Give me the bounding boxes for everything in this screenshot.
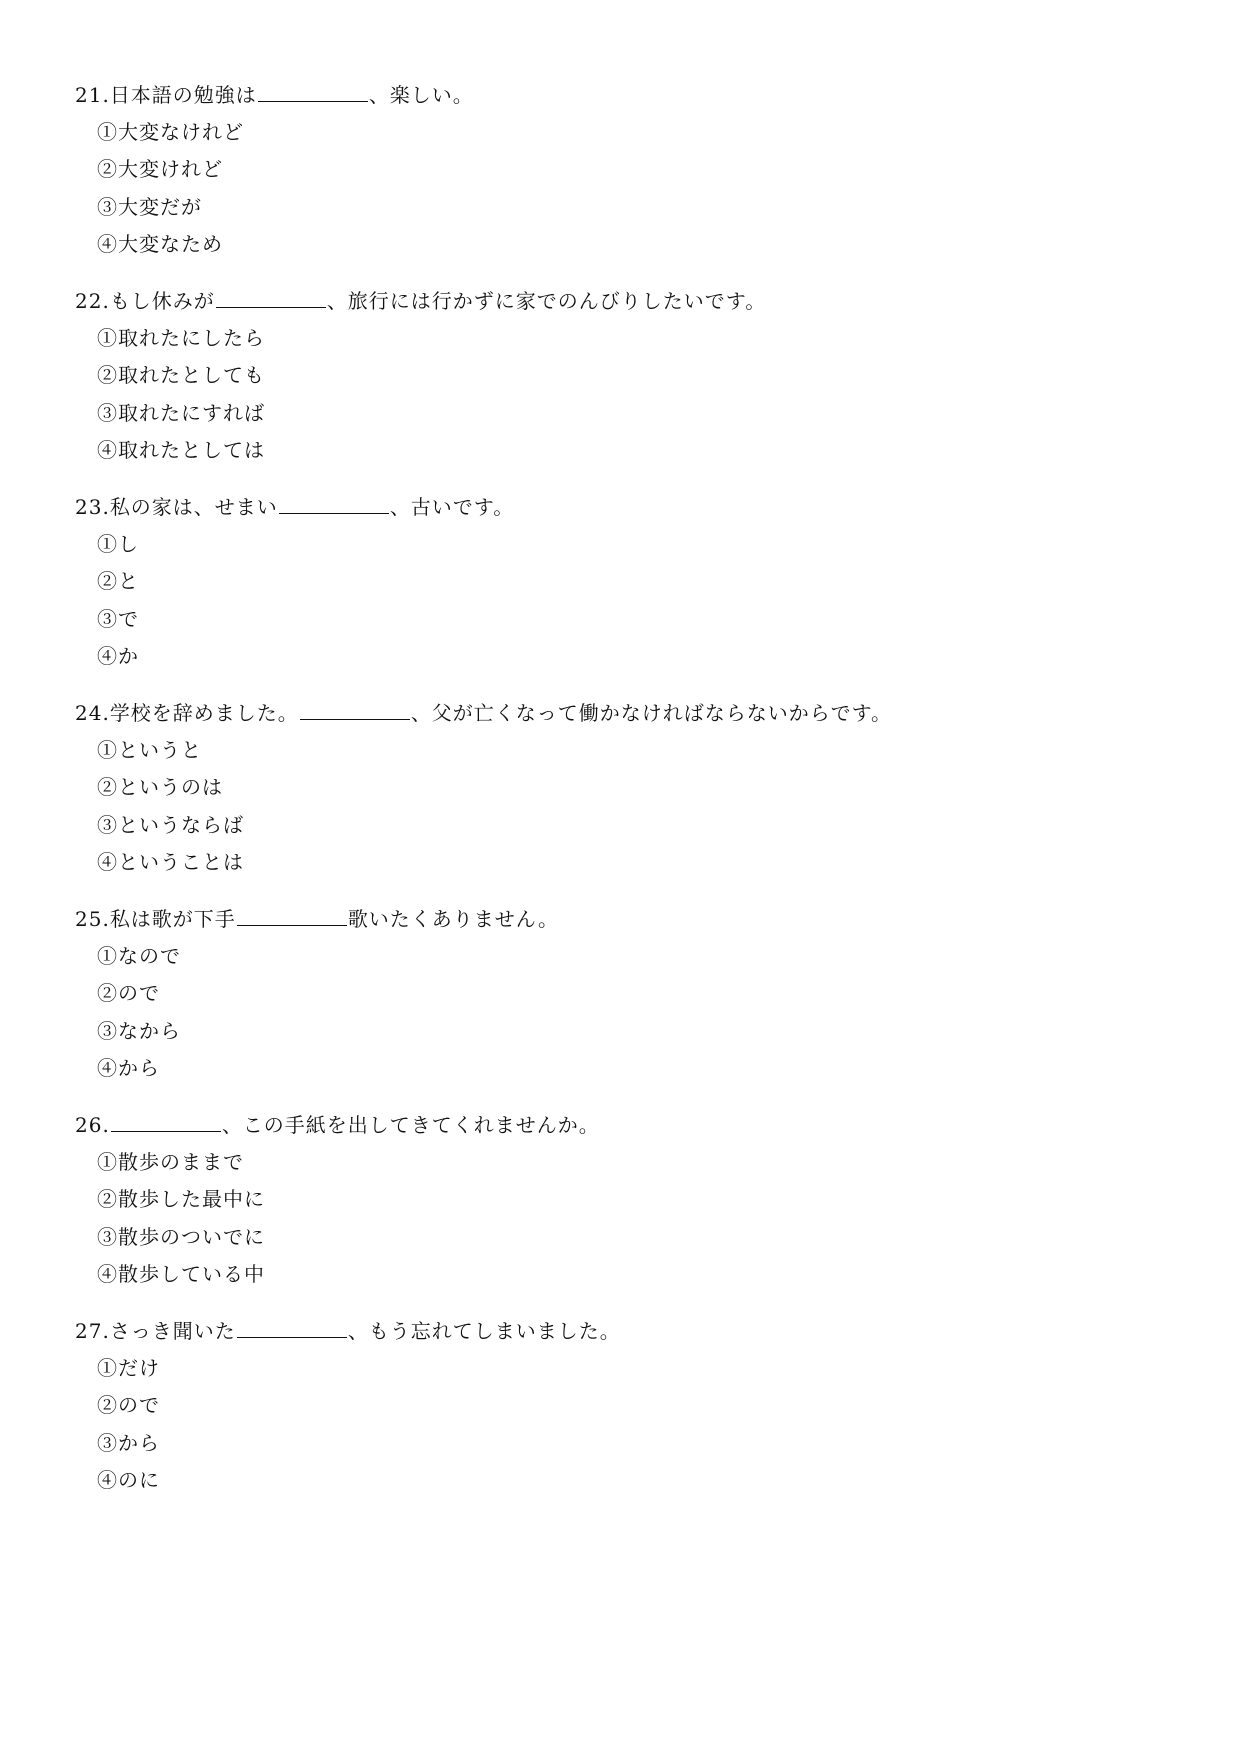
question-23 [75, 493, 1175, 669]
option-1[interactable]: ①取れたにしたら [97, 325, 265, 350]
question-25 [75, 905, 1175, 1081]
option-2[interactable]: ②と [97, 569, 139, 593]
stem-before: 私の家は、せまい [109, 495, 278, 519]
option-2[interactable]: ②取れたとしても [97, 363, 265, 387]
stem-after: 、旅行には行かずに家でのんびりしたいです。 [326, 289, 767, 313]
answer-blank[interactable] [279, 493, 389, 514]
option-3[interactable]: ③取れたにすれば [97, 400, 265, 425]
option-2[interactable]: ②大変けれど [97, 157, 223, 181]
stem-before: 学校を辞めました。 [109, 701, 299, 725]
option-4[interactable]: ④大変なため [97, 232, 223, 256]
option-1[interactable]: ①大変なけれど [97, 119, 244, 144]
stem-before: 日本語の勉強は [109, 83, 257, 107]
answer-blank[interactable] [258, 81, 368, 102]
question-22 [75, 287, 1175, 463]
option-3[interactable]: ③で [97, 606, 139, 631]
option-1[interactable]: ①なので [97, 943, 181, 968]
question-number: 23. [75, 495, 110, 519]
stem-after: 、もう忘れてしまいました。 [347, 1319, 621, 1343]
question-stem [75, 81, 1175, 107]
option-3[interactable]: ③散歩のついでに [97, 1224, 265, 1249]
option-2[interactable]: ②散歩した最中に [97, 1187, 265, 1211]
stem-after: 、楽しい。 [368, 83, 474, 107]
stem-before: さっき聞いた [109, 1319, 236, 1343]
answer-blank[interactable] [111, 1111, 221, 1132]
stem-after: 、父が亡くなって働かなければならないからです。 [410, 701, 893, 725]
question-number: 27. [75, 1319, 110, 1343]
question-number: 26. [75, 1113, 110, 1137]
answer-blank[interactable] [237, 905, 347, 926]
question-21 [75, 81, 1175, 257]
question-number: 24. [75, 701, 110, 725]
option-2[interactable]: ②ので [97, 1393, 160, 1417]
option-3[interactable]: ③というならば [97, 812, 244, 837]
question-24 [75, 699, 1175, 875]
question-stem [75, 699, 1175, 725]
option-4[interactable]: ④のに [97, 1468, 160, 1492]
option-3[interactable]: ③なから [97, 1018, 181, 1043]
question-number: 21. [75, 83, 110, 107]
option-4[interactable]: ④から [97, 1056, 160, 1080]
answer-blank[interactable] [300, 699, 410, 720]
answer-blank[interactable] [216, 287, 326, 308]
option-1[interactable]: ①し [97, 531, 139, 556]
option-3[interactable]: ③大変だが [97, 194, 202, 219]
stem-before: もし休みが [109, 289, 215, 313]
option-4[interactable]: ④ということは [97, 850, 244, 874]
question-stem [75, 287, 1175, 313]
question-number: 22. [75, 289, 110, 313]
option-4[interactable]: ④取れたとしては [97, 438, 265, 462]
option-2[interactable]: ②ので [97, 981, 160, 1005]
question-stem [75, 905, 1175, 931]
question-stem [75, 1111, 1175, 1137]
question-27 [75, 1317, 1175, 1493]
option-4[interactable]: ④散歩している中 [97, 1262, 265, 1286]
option-3[interactable]: ③から [97, 1430, 160, 1455]
stem-before: 私は歌が下手 [109, 907, 236, 931]
option-1[interactable]: ①散歩のままで [97, 1149, 244, 1174]
option-1[interactable]: ①だけ [97, 1355, 160, 1380]
stem-after: 歌いたくありません。 [347, 907, 560, 931]
answer-blank[interactable] [237, 1317, 347, 1338]
option-4[interactable]: ④か [97, 644, 139, 668]
question-stem [75, 1317, 1175, 1343]
stem-after: 、この手紙を出してきてくれませんか。 [221, 1113, 600, 1137]
option-1[interactable]: ①というと [97, 737, 202, 762]
question-26 [75, 1111, 1175, 1287]
question-stem [75, 493, 1175, 519]
stem-after: 、古いです。 [389, 495, 515, 519]
option-2[interactable]: ②というのは [97, 775, 223, 799]
question-number: 25. [75, 907, 110, 931]
